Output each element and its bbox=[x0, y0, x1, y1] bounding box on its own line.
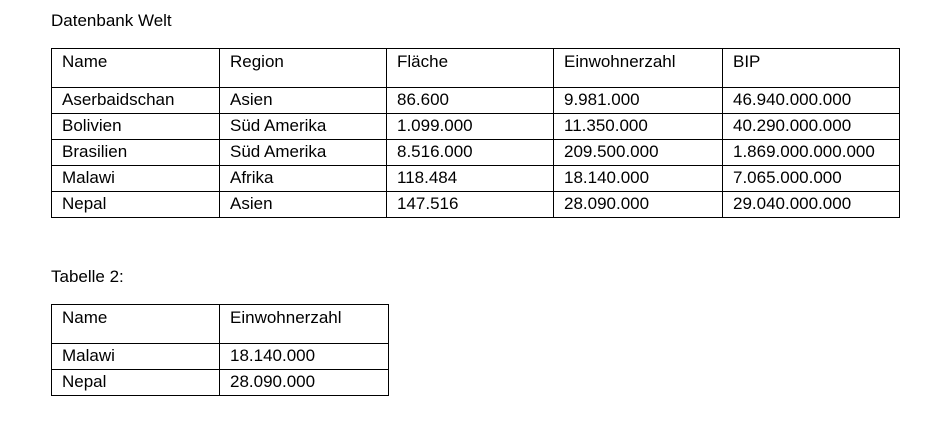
table-cell: Bolivien bbox=[52, 114, 220, 140]
table-row bbox=[52, 166, 900, 192]
table-cell: 28.090.000 bbox=[554, 192, 723, 218]
table-cell: 1.099.000 bbox=[387, 114, 554, 140]
table-cell: 18.140.000 bbox=[220, 344, 389, 370]
table-cell: Nepal bbox=[52, 192, 220, 218]
table-cell: 147.516 bbox=[387, 192, 554, 218]
table-header-row bbox=[52, 305, 389, 344]
table-cell: 18.140.000 bbox=[554, 166, 723, 192]
table-cell: 86.600 bbox=[387, 88, 554, 114]
table-cell: Aserbaidschan bbox=[52, 88, 220, 114]
table-cell: Afrika bbox=[220, 166, 387, 192]
column-header-einwohnerzahl: Einwohnerzahl bbox=[554, 49, 723, 88]
table-cell: 7.065.000.000 bbox=[723, 166, 900, 192]
table-row bbox=[52, 192, 900, 218]
table-cell: 46.940.000.000 bbox=[723, 88, 900, 114]
table-cell: 9.981.000 bbox=[554, 88, 723, 114]
table-cell: 209.500.000 bbox=[554, 140, 723, 166]
table-row bbox=[52, 344, 389, 370]
table-cell: Süd Amerika bbox=[220, 140, 387, 166]
world-table bbox=[51, 48, 900, 218]
table-cell: Brasilien bbox=[52, 140, 220, 166]
table-cell: 40.290.000.000 bbox=[723, 114, 900, 140]
table2-caption: Tabelle 2: bbox=[51, 267, 124, 286]
table-cell: 8.516.000 bbox=[387, 140, 554, 166]
table-cell: Nepal bbox=[52, 370, 220, 396]
table-cell: Asien bbox=[220, 192, 387, 218]
table2 bbox=[51, 304, 389, 396]
table-cell: Asien bbox=[220, 88, 387, 114]
column-header-flaeche: Fläche bbox=[387, 49, 554, 88]
column-header-name: Name bbox=[52, 305, 220, 344]
column-header-name: Name bbox=[52, 49, 220, 88]
table-row bbox=[52, 140, 900, 166]
table-cell: Malawi bbox=[52, 344, 220, 370]
table-row bbox=[52, 114, 900, 140]
table-cell: 118.484 bbox=[387, 166, 554, 192]
table-row bbox=[52, 370, 389, 396]
table-cell: 29.040.000.000 bbox=[723, 192, 900, 218]
column-header-region: Region bbox=[220, 49, 387, 88]
document-title: Datenbank Welt bbox=[51, 11, 172, 30]
table-cell: Süd Amerika bbox=[220, 114, 387, 140]
table-cell: 11.350.000 bbox=[554, 114, 723, 140]
table-header-row bbox=[52, 49, 900, 88]
table-cell: Malawi bbox=[52, 166, 220, 192]
column-header-einwohnerzahl: Einwohnerzahl bbox=[220, 305, 389, 344]
column-header-bip: BIP bbox=[723, 49, 900, 88]
table-row bbox=[52, 88, 900, 114]
table-cell: 28.090.000 bbox=[220, 370, 389, 396]
table-cell: 1.869.000.000.000 bbox=[723, 140, 900, 166]
